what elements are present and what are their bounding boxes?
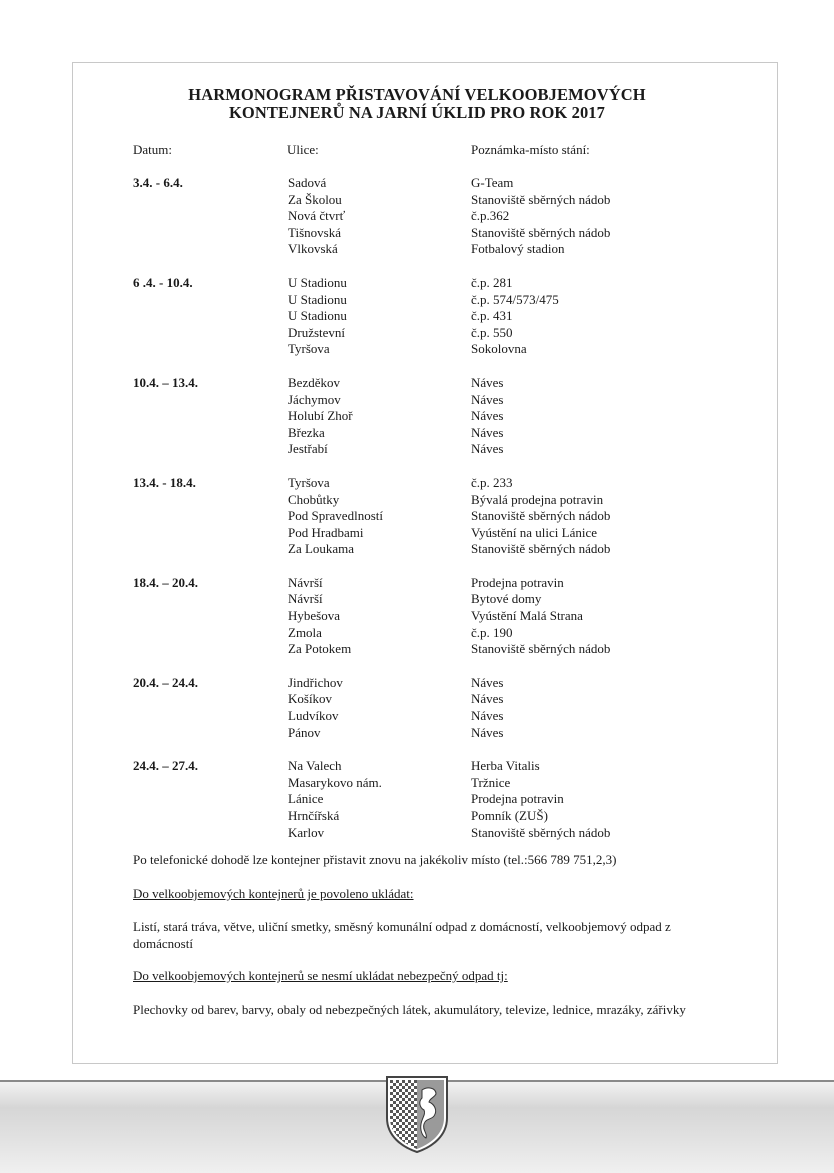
- schedule-row: [0, 608, 834, 625]
- schedule-row: [0, 392, 834, 409]
- note-cell: Náves: [471, 424, 504, 440]
- schedule-date: 6 .4. - 10.4.: [133, 274, 193, 290]
- note-cell: Náves: [471, 441, 504, 457]
- allowed-text: Listí, stará tráva, větve, uliční smetky, směsný komunální odpad z domácností, velkoobjemový odpad z domácností: [133, 919, 671, 951]
- street-cell: Návrší: [288, 574, 323, 590]
- schedule-row: [0, 241, 834, 258]
- street-cell: Na Valech: [288, 758, 342, 774]
- note-cell: Náves: [471, 391, 504, 407]
- document-title: [0, 86, 834, 122]
- schedule-date: 18.4. – 20.4.: [133, 574, 198, 590]
- title-line-2: KONTEJNERŮ NA JARNÍ ÚKLID PRO ROK 2017: [229, 103, 605, 122]
- note-cell: Náves: [471, 724, 504, 740]
- street-cell: Chobůtky: [288, 491, 340, 507]
- schedule-group: [0, 375, 834, 458]
- schedule-date: 20.4. – 24.4.: [133, 674, 198, 690]
- schedule-row: [0, 575, 834, 592]
- street-cell: Tyršova: [288, 474, 330, 490]
- street-cell: Za Loukama: [288, 541, 355, 557]
- street-cell: Sadová: [288, 175, 327, 190]
- note-cell: Stanoviště sběrných nádob: [471, 641, 611, 657]
- note-cell: Náves: [471, 708, 504, 724]
- street-cell: Ludvíkov: [288, 708, 339, 724]
- street-cell: Návrší: [288, 591, 323, 607]
- street-cell: Jestřabí: [288, 441, 328, 457]
- schedule-row: [0, 275, 834, 292]
- note-cell: Sokolovna: [471, 341, 527, 357]
- schedule-group: [0, 475, 834, 558]
- schedule-group: [0, 675, 834, 741]
- street-cell: Hybešova: [288, 608, 340, 624]
- street-cell: U Stadionu: [288, 274, 347, 290]
- schedule-date: 24.4. – 27.4.: [133, 758, 198, 774]
- schedule-row: [0, 325, 834, 342]
- note-cell: Stanoviště sběrných nádob: [471, 508, 611, 524]
- schedule-row: [0, 825, 834, 842]
- note-cell: Náves: [471, 674, 504, 690]
- note-cell: Prodejna potravin: [471, 574, 564, 590]
- note-cell: Stanoviště sběrných nádob: [471, 191, 611, 207]
- forbidden-text: Plechovky od barev, barvy, obaly od nebezpečných látek, akumulátory, televize, lednice, mrazáky, zářivky: [133, 1002, 686, 1017]
- schedule-row: [0, 775, 834, 792]
- note-cell: Bytové domy: [471, 591, 542, 607]
- street-cell: Březka: [288, 424, 325, 440]
- note-cell: č.p.362: [471, 208, 510, 224]
- schedule-row: [0, 192, 834, 209]
- schedule-row: [0, 725, 834, 742]
- street-cell: Pánov: [288, 724, 321, 740]
- allowed-heading: Do velkoobjemových kontejnerů je povoleno ukládat:: [133, 886, 414, 901]
- schedule-row: [0, 341, 834, 358]
- schedule-group: [0, 175, 834, 258]
- column-header-date: Datum:: [133, 142, 172, 157]
- street-cell: Košíkov: [288, 691, 333, 707]
- street-cell: Za Potokem: [288, 641, 352, 657]
- schedule-row: [0, 408, 834, 425]
- note-cell: Náves: [471, 691, 504, 707]
- schedule-group: [0, 575, 834, 658]
- column-header-street: Ulice:: [287, 142, 319, 157]
- street-cell: Nová čtvrť: [288, 208, 346, 224]
- street-cell: Hrnčířská: [288, 808, 340, 823]
- street-cell: Družstevní: [288, 324, 346, 340]
- street-cell: Lánice: [288, 791, 324, 807]
- schedule-row: [0, 675, 834, 692]
- schedule-group: [0, 275, 834, 358]
- street-cell: Jindřichov: [288, 674, 343, 690]
- note-cell: Fotbalový stadion: [471, 241, 565, 257]
- schedule-row: [0, 441, 834, 458]
- note-cell: Náves: [471, 374, 504, 390]
- note-cell: č.p. 431: [471, 308, 513, 324]
- note-cell: Náves: [471, 408, 504, 424]
- street-cell: Vlkovská: [288, 241, 338, 257]
- schedule-row: [0, 292, 834, 309]
- forbidden-heading: Do velkoobjemových kontejnerů se nesmí ukládat nebezpečný odpad tj:: [133, 968, 508, 983]
- schedule-row: [0, 308, 834, 325]
- note-cell: Vyústění Malá Strana: [471, 608, 583, 624]
- note-cell: Pomník (ZUŠ): [471, 808, 548, 823]
- schedule-row: [0, 625, 834, 642]
- schedule-date: 13.4. - 18.4.: [133, 474, 196, 490]
- street-cell: Karlov: [288, 824, 325, 840]
- street-cell: Holubí Zhoř: [288, 408, 353, 424]
- schedule-table: [0, 175, 834, 858]
- street-cell: Tišnovská: [288, 224, 341, 240]
- schedule-row: [0, 708, 834, 725]
- note-cell: č.p. 550: [471, 324, 513, 340]
- note-cell: Stanoviště sběrných nádob: [471, 541, 611, 557]
- schedule-row: [0, 525, 834, 542]
- schedule-row: [0, 541, 834, 558]
- street-cell: Za Školou: [288, 191, 342, 207]
- street-cell: U Stadionu: [288, 308, 347, 324]
- schedule-row: [0, 691, 834, 708]
- note-cell: č.p. 233: [471, 474, 513, 490]
- schedule-row: [0, 225, 834, 242]
- street-cell: U Stadionu: [288, 291, 347, 307]
- note-cell: Prodejna potravin: [471, 791, 564, 807]
- note-cell: č.p. 190: [471, 624, 513, 640]
- street-cell: Tyršova: [288, 341, 330, 357]
- note-cell: Vyústění na ulici Lánice: [471, 524, 597, 540]
- schedule-row: [0, 641, 834, 658]
- note-cell: č.p. 281: [471, 274, 513, 290]
- note-cell: Herba Vitalis: [471, 758, 540, 774]
- schedule-date: 3.4. - 6.4.: [133, 175, 183, 190]
- phone-note: Po telefonické dohodě lze kontejner přistavit znovu na jakékoliv místo (tel.:566 789 751,2,3): [133, 852, 617, 867]
- note-cell: Bývalá prodejna potravin: [471, 491, 604, 507]
- schedule-row: [0, 425, 834, 442]
- schedule-date: 10.4. – 13.4.: [133, 374, 198, 390]
- street-cell: Masarykovo nám.: [288, 774, 382, 790]
- coat-of-arms-icon: [384, 1074, 450, 1154]
- schedule-row: [0, 808, 834, 825]
- street-cell: Jáchymov: [288, 391, 341, 407]
- schedule-group: [0, 758, 834, 841]
- schedule-row: [0, 758, 834, 775]
- schedule-row: [0, 475, 834, 492]
- street-cell: Zmola: [288, 624, 322, 640]
- note-cell: č.p. 574/573/475: [471, 291, 559, 307]
- schedule-row: [0, 492, 834, 509]
- schedule-row: [0, 175, 834, 192]
- note-cell: Tržnice: [471, 774, 511, 790]
- street-cell: Pod Hradbami: [288, 524, 364, 540]
- schedule-row: [0, 791, 834, 808]
- street-cell: Bezděkov: [288, 374, 340, 390]
- schedule-row: [0, 375, 834, 392]
- note-cell: Stanoviště sběrných nádob: [471, 224, 611, 240]
- schedule-row: [0, 508, 834, 525]
- column-header-note: Poznámka-místo stání:: [471, 142, 590, 157]
- note-cell: G-Team: [471, 175, 514, 190]
- schedule-row: [0, 591, 834, 608]
- title-line-1: HARMONOGRAM PŘISTAVOVÁNÍ VELKOOBJEMOVÝCH: [188, 85, 646, 104]
- note-cell: Stanoviště sběrných nádob: [471, 824, 611, 840]
- schedule-row: [0, 208, 834, 225]
- street-cell: Pod Spravedlností: [288, 508, 383, 524]
